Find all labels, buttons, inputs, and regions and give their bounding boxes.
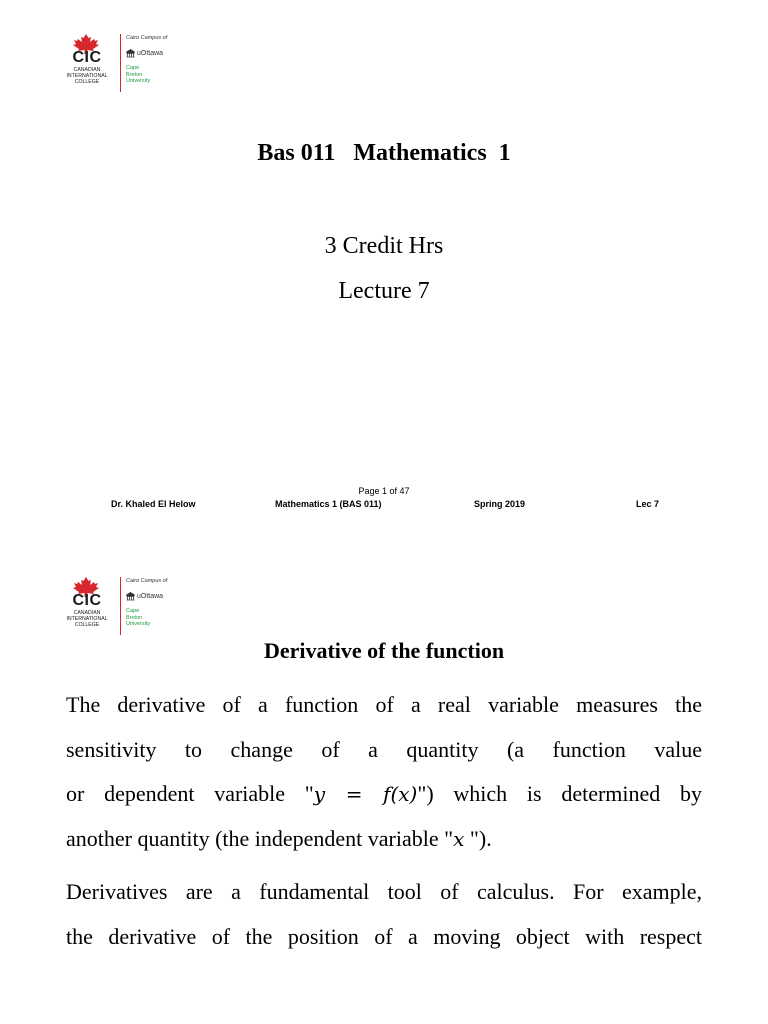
text-line: or dependent variable "y = f(x)") which is determined by [66, 781, 703, 806]
building-icon [126, 592, 135, 601]
credit-hours: 3 Credit Hrs [324, 233, 444, 259]
footer-course: Mathematics 1 (BAS 011) [275, 499, 382, 509]
logo-divider [120, 34, 121, 92]
footer-term: Spring 2019 [474, 499, 526, 509]
footer-lecture: Lec 7 [636, 499, 660, 509]
logo-uottawa: uOttawa [126, 592, 163, 601]
logo-cbu: Cape Breton University [126, 65, 151, 84]
text-line: The derivative of a function of a real variable measures the [66, 692, 702, 717]
footer-author: Dr. Khaled El Helow [111, 499, 196, 509]
logo-divider [120, 577, 121, 635]
logo-college-name: CANADIAN INTERNATIONAL COLLEGE [66, 610, 108, 628]
building-icon [126, 49, 135, 58]
paragraph-definition [66, 683, 702, 861]
logo-uottawa: uOttawa [126, 49, 163, 58]
logo-college-name: CANADIAN INTERNATIONAL COLLEGE [66, 67, 108, 85]
logo-cbu: Cape Breton University [126, 608, 151, 627]
page-number: Page 1 of 47 [358, 486, 410, 496]
logo-campus-label: Cairo Campus of [126, 578, 168, 584]
math-expression: x [453, 826, 465, 851]
course-title: Bas 011 Mathematics 1 [257, 140, 511, 166]
logo-brand: CIC [72, 49, 102, 66]
section-heading: Derivative of the function [263, 638, 505, 663]
logo-brand: CIC [72, 592, 102, 609]
text-line: another quantity (the independent variable "x "). [66, 825, 492, 851]
paragraph-calculus [66, 870, 702, 959]
text-line: Derivatives are a fundamental tool of calculus. For example, [66, 879, 702, 904]
text-line: the derivative of the position of a moving object with respect [66, 923, 702, 949]
lecture-number: Lecture 7 [338, 278, 430, 304]
college-logo-page2 [66, 577, 186, 639]
logo-campus-label: Cairo Campus of [126, 35, 168, 41]
college-logo [66, 34, 186, 96]
text-line: sensitivity to change of a quantity (a function value [66, 736, 702, 762]
math-expression: y = f(x) [313, 782, 418, 806]
